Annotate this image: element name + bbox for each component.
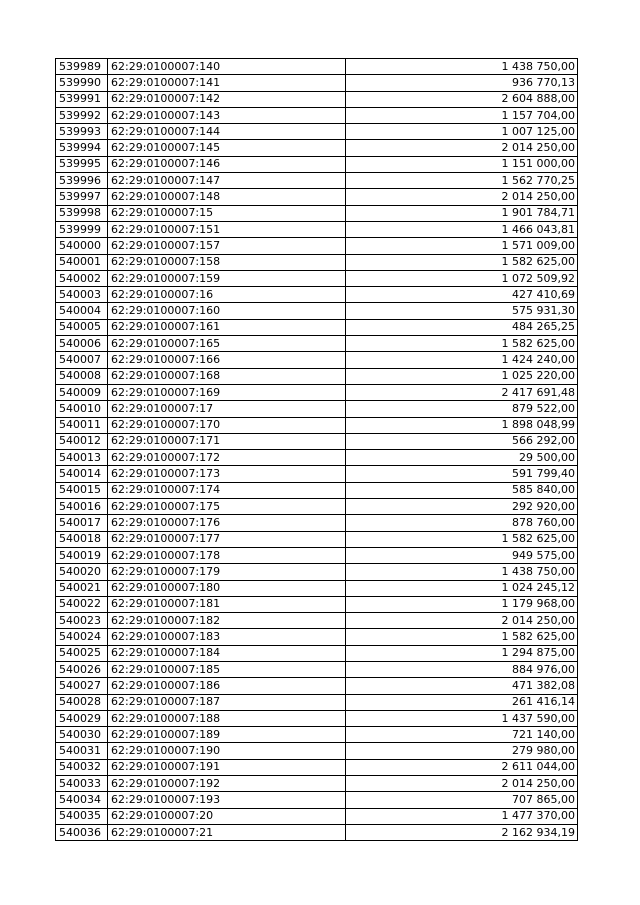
cadastral-number-cell: 62:29:0100007:17 — [108, 401, 346, 417]
cadastral-value-cell: 936 770,13 — [346, 75, 578, 91]
cadastral-value-cell: 1 582 625,00 — [346, 629, 578, 645]
row-number-cell: 540024 — [56, 629, 108, 645]
cadastral-value-cell: 1 901 784,71 — [346, 205, 578, 221]
table-row — [56, 824, 578, 840]
cadastral-value-cell: 1 424 240,00 — [346, 352, 578, 368]
cadastral-number-cell: 62:29:0100007:178 — [108, 547, 346, 563]
cadastral-number-cell: 62:29:0100007:181 — [108, 596, 346, 612]
row-number-cell: 540033 — [56, 776, 108, 792]
table-row — [56, 629, 578, 645]
cadastral-number-cell: 62:29:0100007:187 — [108, 694, 346, 710]
cadastral-value-cell: 884 976,00 — [346, 661, 578, 677]
cadastral-number-cell: 62:29:0100007:159 — [108, 270, 346, 286]
row-number-cell: 540003 — [56, 287, 108, 303]
cadastral-value-cell: 878 760,00 — [346, 515, 578, 531]
cadastral-number-cell: 62:29:0100007:141 — [108, 75, 346, 91]
row-number-cell: 540032 — [56, 759, 108, 775]
row-number-cell: 540015 — [56, 482, 108, 498]
table-row — [56, 384, 578, 400]
row-number-cell: 540012 — [56, 433, 108, 449]
cadastral-value-table — [55, 58, 578, 841]
cadastral-number-cell: 62:29:0100007:190 — [108, 743, 346, 759]
cadastral-value-cell: 1 072 509,92 — [346, 270, 578, 286]
row-number-cell: 540008 — [56, 368, 108, 384]
cadastral-value-cell: 707 865,00 — [346, 792, 578, 808]
table-row — [56, 433, 578, 449]
table-row — [56, 450, 578, 466]
table-row — [56, 564, 578, 580]
cadastral-number-cell: 62:29:0100007:176 — [108, 515, 346, 531]
cadastral-value-cell: 1 157 704,00 — [346, 107, 578, 123]
cadastral-value-cell: 575 931,30 — [346, 303, 578, 319]
table-row — [56, 319, 578, 335]
table-row — [56, 808, 578, 824]
cadastral-value-cell: 1 898 048,99 — [346, 417, 578, 433]
row-number-cell: 539996 — [56, 173, 108, 189]
cadastral-value-cell: 566 292,00 — [346, 433, 578, 449]
row-number-cell: 540001 — [56, 254, 108, 270]
cadastral-number-cell: 62:29:0100007:173 — [108, 466, 346, 482]
table-row — [56, 124, 578, 140]
table-row — [56, 254, 578, 270]
table-row — [56, 694, 578, 710]
cadastral-value-cell: 585 840,00 — [346, 482, 578, 498]
row-number-cell: 540010 — [56, 401, 108, 417]
table-row — [56, 401, 578, 417]
cadastral-value-cell: 292 920,00 — [346, 499, 578, 515]
table-row — [56, 645, 578, 661]
table-row — [56, 776, 578, 792]
cadastral-number-cell: 62:29:0100007:188 — [108, 710, 346, 726]
table-row — [56, 727, 578, 743]
row-number-cell: 540020 — [56, 564, 108, 580]
cadastral-value-cell: 1 582 625,00 — [346, 254, 578, 270]
cadastral-value-cell: 484 265,25 — [346, 319, 578, 335]
table-row — [56, 270, 578, 286]
table-row — [56, 59, 578, 75]
cadastral-value-cell: 1 562 770,25 — [346, 173, 578, 189]
cadastral-value-cell: 1 477 370,00 — [346, 808, 578, 824]
cadastral-number-cell: 62:29:0100007:142 — [108, 91, 346, 107]
cadastral-value-cell: 2 162 934,19 — [346, 824, 578, 840]
cadastral-value-cell: 721 140,00 — [346, 727, 578, 743]
cadastral-value-cell: 2 417 691,48 — [346, 384, 578, 400]
cadastral-number-cell: 62:29:0100007:148 — [108, 189, 346, 205]
cadastral-value-cell: 2 014 250,00 — [346, 189, 578, 205]
cadastral-value-cell: 261 416,14 — [346, 694, 578, 710]
cadastral-number-cell: 62:29:0100007:193 — [108, 792, 346, 808]
row-number-cell: 540017 — [56, 515, 108, 531]
cadastral-value-cell: 1 294 875,00 — [346, 645, 578, 661]
cadastral-value-cell: 1 571 009,00 — [346, 238, 578, 254]
cadastral-value-cell: 1 024 245,12 — [346, 580, 578, 596]
row-number-cell: 540004 — [56, 303, 108, 319]
cadastral-value-cell: 2 014 250,00 — [346, 140, 578, 156]
table-row — [56, 140, 578, 156]
table-row — [56, 466, 578, 482]
cadastral-value-cell: 949 575,00 — [346, 547, 578, 563]
table-row — [56, 173, 578, 189]
table-row — [56, 661, 578, 677]
cadastral-number-cell: 62:29:0100007:140 — [108, 59, 346, 75]
cadastral-number-cell: 62:29:0100007:158 — [108, 254, 346, 270]
row-number-cell: 540029 — [56, 710, 108, 726]
cadastral-number-cell: 62:29:0100007:151 — [108, 221, 346, 237]
cadastral-value-cell: 1 582 625,00 — [346, 336, 578, 352]
cadastral-number-cell: 62:29:0100007:179 — [108, 564, 346, 580]
row-number-cell: 540013 — [56, 450, 108, 466]
cadastral-number-cell: 62:29:0100007:145 — [108, 140, 346, 156]
row-number-cell: 540027 — [56, 678, 108, 694]
cadastral-number-cell: 62:29:0100007:157 — [108, 238, 346, 254]
cadastral-number-cell: 62:29:0100007:20 — [108, 808, 346, 824]
cadastral-value-cell: 1 466 043,81 — [346, 221, 578, 237]
cadastral-value-cell: 1 179 968,00 — [346, 596, 578, 612]
table-row — [56, 238, 578, 254]
row-number-cell: 540007 — [56, 352, 108, 368]
table-body — [56, 59, 578, 841]
row-number-cell: 540005 — [56, 319, 108, 335]
row-number-cell: 540014 — [56, 466, 108, 482]
cadastral-value-cell: 2 014 250,00 — [346, 776, 578, 792]
cadastral-value-cell: 471 382,08 — [346, 678, 578, 694]
cadastral-value-cell: 1 438 750,00 — [346, 59, 578, 75]
row-number-cell: 539992 — [56, 107, 108, 123]
cadastral-number-cell: 62:29:0100007:171 — [108, 433, 346, 449]
row-number-cell: 540026 — [56, 661, 108, 677]
table-row — [56, 91, 578, 107]
cadastral-value-cell: 1 151 000,00 — [346, 156, 578, 172]
cadastral-number-cell: 62:29:0100007:191 — [108, 759, 346, 775]
cadastral-value-cell: 29 500,00 — [346, 450, 578, 466]
row-number-cell: 539990 — [56, 75, 108, 91]
row-number-cell: 540009 — [56, 384, 108, 400]
table-row — [56, 287, 578, 303]
cadastral-value-cell: 2 014 250,00 — [346, 613, 578, 629]
table-row — [56, 743, 578, 759]
cadastral-number-cell: 62:29:0100007:143 — [108, 107, 346, 123]
cadastral-number-cell: 62:29:0100007:165 — [108, 336, 346, 352]
cadastral-value-cell: 879 522,00 — [346, 401, 578, 417]
cadastral-value-cell: 2 611 044,00 — [346, 759, 578, 775]
cadastral-value-cell: 1 582 625,00 — [346, 531, 578, 547]
cadastral-number-cell: 62:29:0100007:177 — [108, 531, 346, 547]
row-number-cell: 540036 — [56, 824, 108, 840]
cadastral-number-cell: 62:29:0100007:16 — [108, 287, 346, 303]
cadastral-value-cell: 427 410,69 — [346, 287, 578, 303]
table-row — [56, 759, 578, 775]
row-number-cell: 540021 — [56, 580, 108, 596]
row-number-cell: 540006 — [56, 336, 108, 352]
table-row — [56, 515, 578, 531]
row-number-cell: 539993 — [56, 124, 108, 140]
cadastral-number-cell: 62:29:0100007:186 — [108, 678, 346, 694]
row-number-cell: 540028 — [56, 694, 108, 710]
row-number-cell: 540023 — [56, 613, 108, 629]
cadastral-number-cell: 62:29:0100007:180 — [108, 580, 346, 596]
cadastral-number-cell: 62:29:0100007:185 — [108, 661, 346, 677]
row-number-cell: 540002 — [56, 270, 108, 286]
cadastral-value-cell: 1 437 590,00 — [346, 710, 578, 726]
cadastral-number-cell: 62:29:0100007:147 — [108, 173, 346, 189]
cadastral-number-cell: 62:29:0100007:182 — [108, 613, 346, 629]
cadastral-number-cell: 62:29:0100007:183 — [108, 629, 346, 645]
row-number-cell: 539997 — [56, 189, 108, 205]
table-row — [56, 417, 578, 433]
cadastral-number-cell: 62:29:0100007:184 — [108, 645, 346, 661]
cadastral-number-cell: 62:29:0100007:169 — [108, 384, 346, 400]
table-row — [56, 580, 578, 596]
table-row — [56, 368, 578, 384]
table-row — [56, 547, 578, 563]
row-number-cell: 540016 — [56, 499, 108, 515]
row-number-cell: 540030 — [56, 727, 108, 743]
row-number-cell: 540011 — [56, 417, 108, 433]
table-row — [56, 75, 578, 91]
cadastral-value-cell: 279 980,00 — [346, 743, 578, 759]
table-row — [56, 205, 578, 221]
cadastral-value-cell: 1 007 125,00 — [346, 124, 578, 140]
table-row — [56, 613, 578, 629]
row-number-cell: 540022 — [56, 596, 108, 612]
row-number-cell: 540034 — [56, 792, 108, 808]
table-row — [56, 482, 578, 498]
table-row — [56, 352, 578, 368]
cadastral-number-cell: 62:29:0100007:170 — [108, 417, 346, 433]
table-row — [56, 499, 578, 515]
row-number-cell: 540019 — [56, 547, 108, 563]
cadastral-number-cell: 62:29:0100007:192 — [108, 776, 346, 792]
table-row — [56, 336, 578, 352]
cadastral-number-cell: 62:29:0100007:168 — [108, 368, 346, 384]
table-row — [56, 792, 578, 808]
cadastral-number-cell: 62:29:0100007:174 — [108, 482, 346, 498]
table-row — [56, 596, 578, 612]
cadastral-number-cell: 62:29:0100007:15 — [108, 205, 346, 221]
cadastral-number-cell: 62:29:0100007:146 — [108, 156, 346, 172]
cadastral-value-cell: 2 604 888,00 — [346, 91, 578, 107]
table-row — [56, 221, 578, 237]
table-row — [56, 531, 578, 547]
table-row — [56, 156, 578, 172]
table-row — [56, 189, 578, 205]
cadastral-number-cell: 62:29:0100007:160 — [108, 303, 346, 319]
cadastral-number-cell: 62:29:0100007:161 — [108, 319, 346, 335]
row-number-cell: 539989 — [56, 59, 108, 75]
cadastral-value-cell: 1 025 220,00 — [346, 368, 578, 384]
row-number-cell: 539994 — [56, 140, 108, 156]
row-number-cell: 540000 — [56, 238, 108, 254]
row-number-cell: 540025 — [56, 645, 108, 661]
row-number-cell: 540018 — [56, 531, 108, 547]
cadastral-number-cell: 62:29:0100007:144 — [108, 124, 346, 140]
table-row — [56, 710, 578, 726]
cadastral-number-cell: 62:29:0100007:21 — [108, 824, 346, 840]
cadastral-number-cell: 62:29:0100007:172 — [108, 450, 346, 466]
row-number-cell: 539991 — [56, 91, 108, 107]
table-row — [56, 678, 578, 694]
cadastral-number-cell: 62:29:0100007:175 — [108, 499, 346, 515]
cadastral-value-cell: 591 799,40 — [346, 466, 578, 482]
cadastral-number-cell: 62:29:0100007:189 — [108, 727, 346, 743]
table-row — [56, 107, 578, 123]
cadastral-value-cell: 1 438 750,00 — [346, 564, 578, 580]
row-number-cell: 540031 — [56, 743, 108, 759]
row-number-cell: 539998 — [56, 205, 108, 221]
cadastral-number-cell: 62:29:0100007:166 — [108, 352, 346, 368]
row-number-cell: 539999 — [56, 221, 108, 237]
table-row — [56, 303, 578, 319]
row-number-cell: 540035 — [56, 808, 108, 824]
row-number-cell: 539995 — [56, 156, 108, 172]
